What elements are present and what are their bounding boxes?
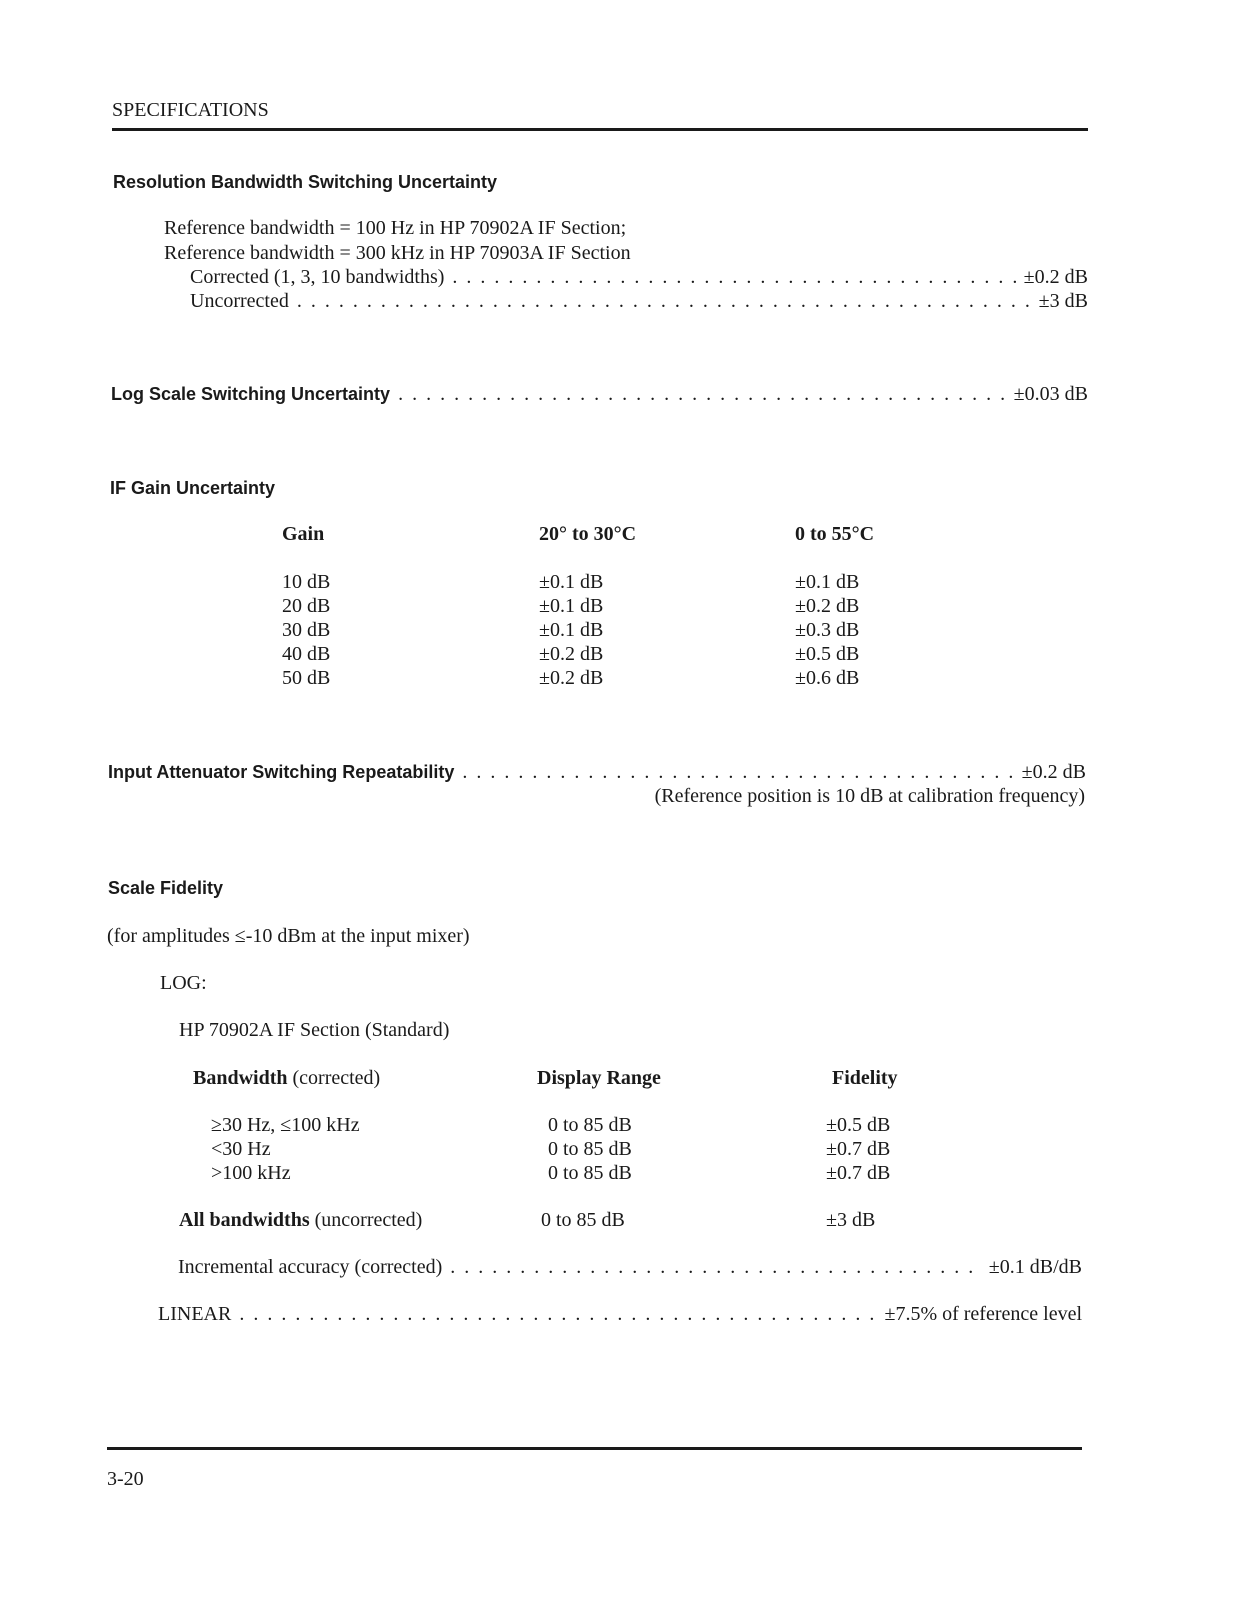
page-number: 3-20 bbox=[107, 1468, 144, 1490]
fidelity-col-fidelity: Fidelity bbox=[832, 1067, 898, 1089]
if-gain-col-room-temp: 20° to 30°C bbox=[539, 523, 637, 545]
if-gain-cell-gain: 30 dB bbox=[282, 619, 331, 641]
scale-fidelity-condition: (for amplitudes ≤-10 dBm at the input mixer) bbox=[107, 925, 470, 947]
all-bandwidths-rest: (uncorrected) bbox=[314, 1209, 423, 1231]
scale-fidelity-heading: Scale Fidelity bbox=[108, 878, 224, 898]
linear-value: ±7.5% of reference level bbox=[884, 1303, 1082, 1325]
rbw-uncorrected-row bbox=[190, 289, 1088, 313]
if-gain-cell-gain: 40 dB bbox=[282, 643, 331, 665]
leader-dots bbox=[398, 382, 1006, 406]
fidelity-cell-bandwidth: <30 Hz bbox=[211, 1138, 271, 1160]
if-gain-cell-room-temp: ±0.1 dB bbox=[539, 619, 604, 641]
rbw-uncorrected-label: Uncorrected bbox=[190, 290, 289, 312]
rbw-corrected-row bbox=[190, 265, 1088, 289]
fidelity-cell-fidelity: ±0.7 dB bbox=[826, 1162, 891, 1184]
rbw-ref-line-1: Reference bandwidth = 100 Hz in HP 70902A IF Section; bbox=[164, 217, 627, 239]
leader-dots bbox=[239, 1302, 876, 1326]
fidelity-cell-bandwidth: ≥30 Hz, ≤100 kHz bbox=[211, 1114, 360, 1136]
rbw-corrected-value: ±0.2 dB bbox=[1023, 266, 1088, 288]
if-section-label: HP 70902A IF Section (Standard) bbox=[179, 1019, 450, 1041]
leader-dots bbox=[297, 289, 1031, 313]
if-gain-cell-full-temp: ±0.2 dB bbox=[795, 595, 860, 617]
rbw-ref-line-2: Reference bandwidth = 300 kHz in HP 70903A IF Section bbox=[164, 242, 631, 264]
if-gain-cell-room-temp: ±0.2 dB bbox=[539, 667, 604, 689]
fidelity-cell-range: 0 to 85 dB bbox=[548, 1114, 632, 1136]
all-bandwidths-label bbox=[179, 1208, 422, 1232]
fidelity-cell-bandwidth: >100 kHz bbox=[211, 1162, 291, 1184]
if-gain-cell-room-temp: ±0.1 dB bbox=[539, 571, 604, 593]
if-gain-cell-gain: 20 dB bbox=[282, 595, 331, 617]
if-gain-cell-gain: 10 dB bbox=[282, 571, 331, 593]
all-bandwidths-range: 0 to 85 dB bbox=[541, 1209, 625, 1231]
fidelity-cell-range: 0 to 85 dB bbox=[548, 1138, 632, 1160]
if-gain-col-gain: Gain bbox=[282, 523, 325, 545]
rbw-corrected-label: Corrected (1, 3, 10 bandwidths) bbox=[190, 266, 445, 288]
all-bandwidths-fidelity: ±3 dB bbox=[826, 1209, 876, 1231]
if-gain-cell-full-temp: ±0.6 dB bbox=[795, 667, 860, 689]
fidelity-cell-range: 0 to 85 dB bbox=[548, 1162, 632, 1184]
all-bandwidths-bold: All bandwidths bbox=[179, 1209, 310, 1231]
attenuator-heading: Input Attenuator Switching Repeatability bbox=[108, 762, 455, 782]
rbw-heading: Resolution Bandwidth Switching Uncertainty bbox=[113, 172, 498, 192]
incremental-accuracy-row bbox=[178, 1255, 1082, 1279]
leader-dots bbox=[452, 265, 1015, 289]
incremental-accuracy-label: Incremental accuracy (corrected) bbox=[178, 1256, 443, 1278]
if-gain-col-full-temp: 0 to 55°C bbox=[795, 523, 875, 545]
if-gain-cell-room-temp: ±0.1 dB bbox=[539, 595, 604, 617]
if-gain-cell-full-temp: ±0.3 dB bbox=[795, 619, 860, 641]
footer-rule bbox=[107, 1447, 1082, 1450]
if-gain-cell-full-temp: ±0.5 dB bbox=[795, 643, 860, 665]
linear-label: LINEAR bbox=[158, 1303, 232, 1325]
if-gain-cell-gain: 50 dB bbox=[282, 667, 331, 689]
incremental-accuracy-value: ±0.1 dB/dB bbox=[988, 1256, 1082, 1278]
log-label: LOG: bbox=[160, 972, 207, 994]
fidelity-cell-fidelity: ±0.7 dB bbox=[826, 1138, 891, 1160]
if-gain-cell-full-temp: ±0.1 dB bbox=[795, 571, 860, 593]
fidelity-col-range: Display Range bbox=[537, 1067, 661, 1089]
leader-dots bbox=[450, 1255, 981, 1279]
attenuator-row bbox=[108, 760, 1086, 784]
if-gain-cell-room-temp: ±0.2 dB bbox=[539, 643, 604, 665]
header-rule bbox=[112, 128, 1088, 131]
log-scale-value: ±0.03 dB bbox=[1013, 383, 1088, 405]
log-scale-heading: Log Scale Switching Uncertainty bbox=[111, 384, 391, 404]
section-title: SPECIFICATIONS bbox=[112, 99, 269, 121]
attenuator-note: (Reference position is 10 dB at calibration frequency) bbox=[654, 785, 1085, 807]
fidelity-col-bandwidth-bold: Bandwidth bbox=[193, 1067, 288, 1089]
log-scale-row bbox=[111, 382, 1088, 406]
fidelity-cell-fidelity: ±0.5 dB bbox=[826, 1114, 891, 1136]
leader-dots bbox=[462, 760, 1013, 784]
attenuator-value: ±0.2 dB bbox=[1021, 761, 1086, 783]
fidelity-col-bandwidth-rest: (corrected) bbox=[292, 1067, 381, 1089]
fidelity-col-bandwidth bbox=[193, 1066, 380, 1090]
linear-row bbox=[158, 1302, 1082, 1326]
rbw-uncorrected-value: ±3 dB bbox=[1038, 290, 1088, 312]
if-gain-heading: IF Gain Uncertainty bbox=[110, 478, 276, 498]
